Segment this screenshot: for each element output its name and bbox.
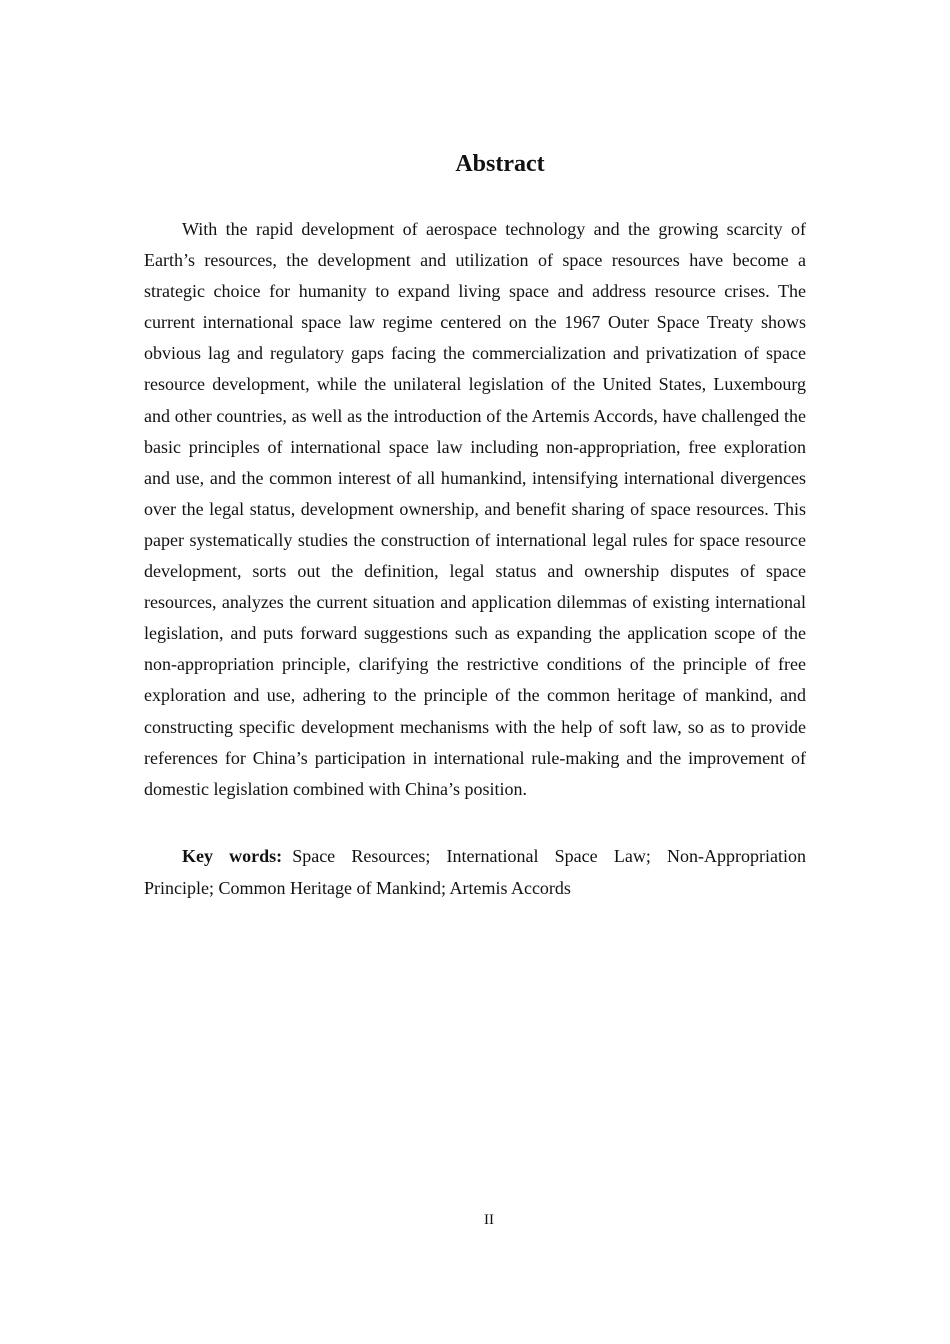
abstract-title: Abstract [455,151,545,177]
keywords-label: Key words: [182,846,283,866]
abstract-body: With the rapid development of aerospace technology and the growing scarcity of Earth’s resources, the development and utilization of space resources have become a strategic choice for humanity to expand living space and address resource crises. The current international space law regime centered on the 1967 Outer Space Treaty shows obvious lag and regulatory gaps facing the commercialization and privatization of space resource development, while the unilateral legislation of the United States, Luxembourg and other countries, as well as the introduction of the Artemis Accords, have challenged the basic principles of international space law including non-appropriation, free exploration and use, and the common interest of all humankind, intensifying international divergences over the legal status, development ownership, and benefit sharing of space resources. This paper systematically studies the construction of international legal rules for space resource development, sorts out the definition, legal status and ownership disputes of space resources, analyzes the current situation and application dilemmas of existing international legislation, and puts forward suggestions such as expanding the application scope of the non-appropriation principle, clarifying the restrictive conditions of the principle of free exploration and use, adhering to the principle of the common heritage of mankind, and constructing specific development mechanisms with the help of soft law, so as to provide references for China’s participation in international rule-making and the improvement of domestic legislation combined with China’s position. [144,219,806,799]
page-number: II [484,1212,494,1228]
keywords-text: Space Resources; International Space Law; Non-Appropriation Principle; Common Heritage of Mankind; Artemis Accords [144,846,806,898]
keywords-paragraph [144,840,806,904]
